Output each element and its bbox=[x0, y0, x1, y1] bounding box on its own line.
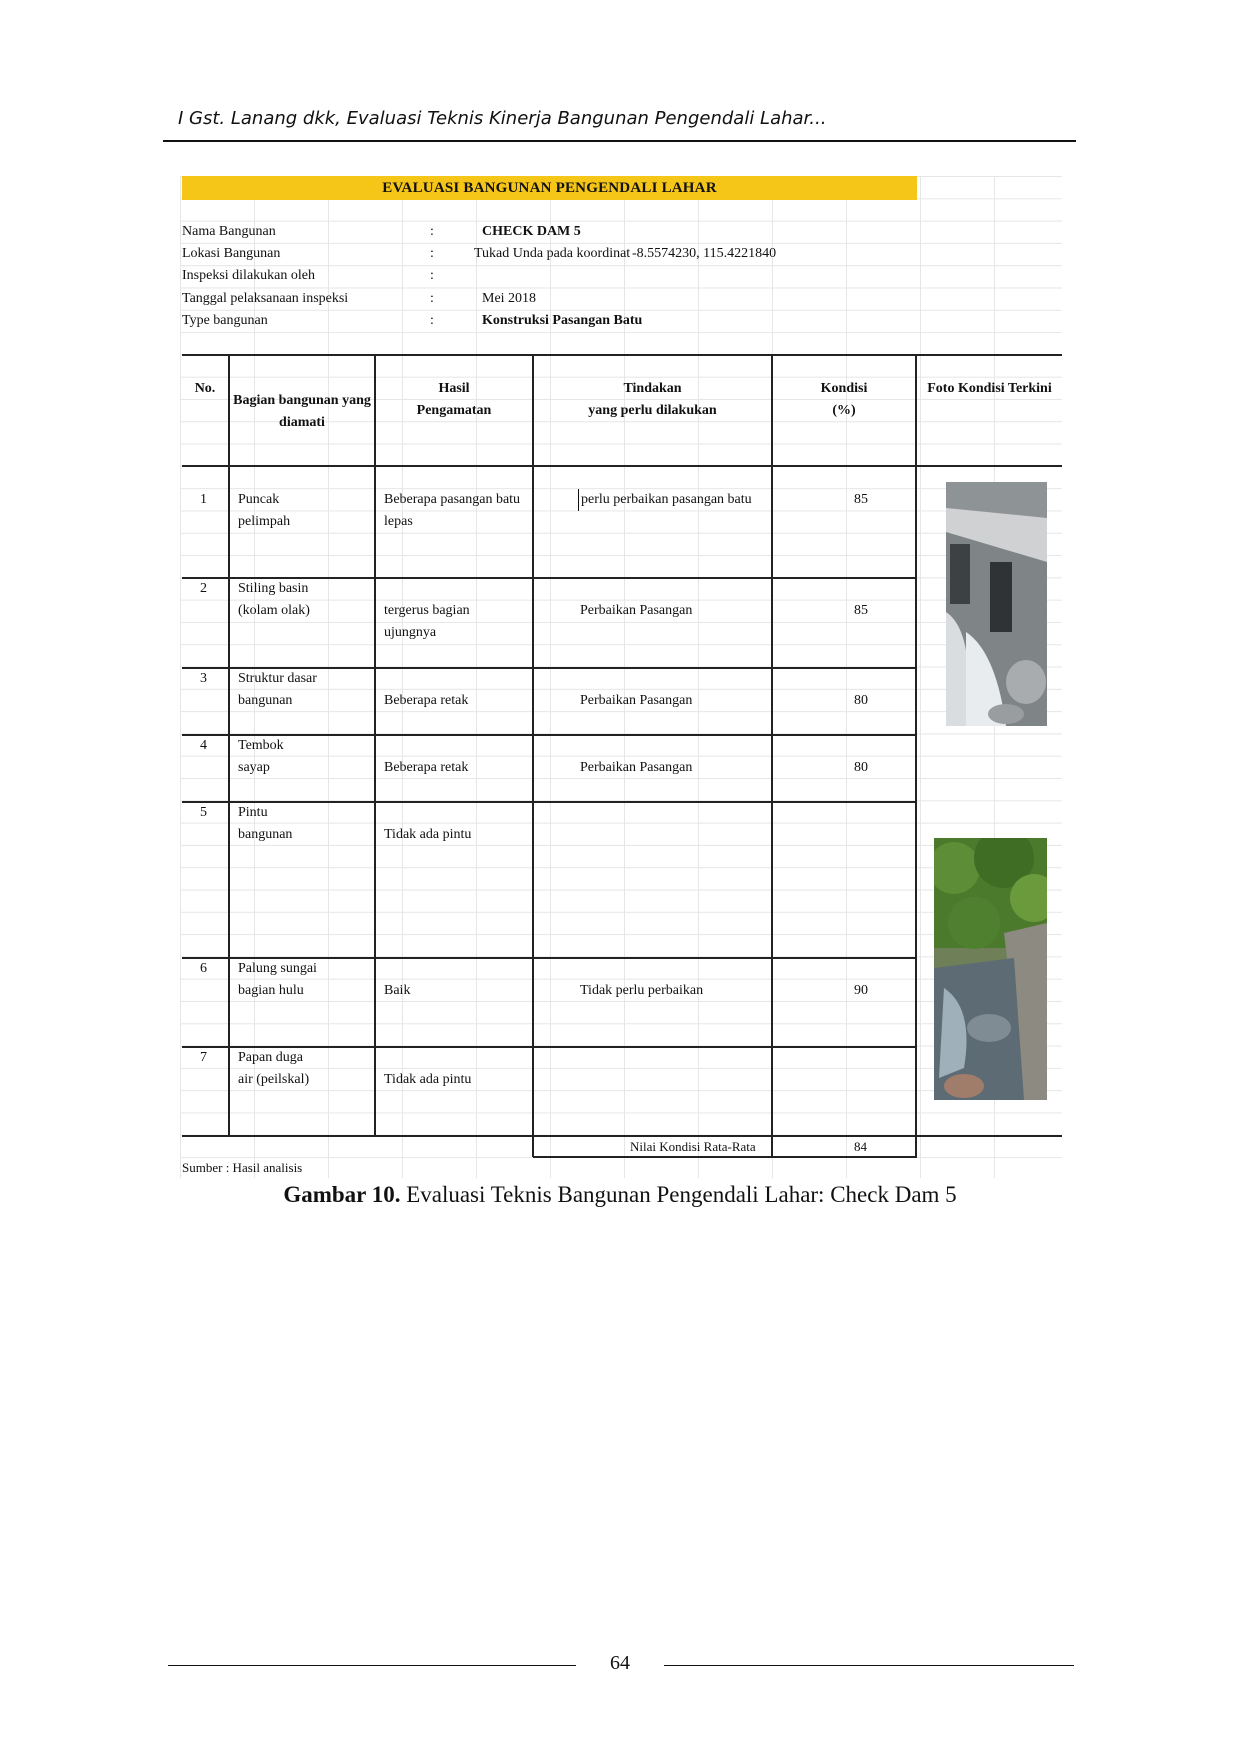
row-bagian: Palung sungai bbox=[238, 961, 317, 976]
header-no: No. bbox=[194, 381, 216, 396]
row-no: 4 bbox=[200, 738, 207, 753]
row-bagian: air (peilskal) bbox=[238, 1072, 310, 1087]
type-value: Konstruksi Pasangan Batu bbox=[482, 313, 643, 328]
row-tindakan: Perbaikan Pasangan bbox=[580, 760, 693, 775]
tanggal-label: Tanggal pelaksanaan inspeksi bbox=[182, 291, 349, 306]
row-no: 7 bbox=[200, 1050, 207, 1065]
row-hasil: lepas bbox=[384, 514, 413, 529]
row-hasil: ujungnya bbox=[384, 625, 437, 640]
lokasi-label: Lokasi Bangunan bbox=[182, 246, 281, 261]
row-tindakan: Tidak perlu perbaikan bbox=[580, 983, 704, 998]
row-no: 2 bbox=[200, 581, 207, 596]
lokasi-value: Tukad Unda pada koordinat bbox=[474, 246, 631, 261]
running-head: I Gst. Lanang dkk, Evaluasi Teknis Kinerja Bangunan Pengendali Lahar... bbox=[178, 108, 827, 129]
colon: : bbox=[430, 246, 434, 261]
row-bagian: sayap bbox=[238, 760, 270, 775]
row-tindakan: Perbaikan Pasangan bbox=[580, 603, 693, 618]
type-label: Type bangunan bbox=[182, 313, 268, 328]
row-bagian: pelimpah bbox=[238, 514, 291, 529]
row-bagian: bangunan bbox=[238, 693, 293, 708]
header-rule bbox=[163, 140, 1076, 142]
header-bagian-line2: diamati bbox=[279, 415, 325, 430]
table-bottom-rule bbox=[182, 1135, 1062, 1137]
table-top-rule bbox=[182, 354, 1062, 356]
row-bagian: Papan duga bbox=[238, 1050, 303, 1065]
row-kondisi: 85 bbox=[854, 492, 868, 507]
row-rule bbox=[182, 734, 917, 736]
row-bagian: Struktur dasar bbox=[238, 671, 317, 686]
row-kondisi: 85 bbox=[854, 603, 868, 618]
check-dam-photo-2 bbox=[934, 838, 1047, 1100]
header-tindakan-line2: yang perlu dilakukan bbox=[588, 403, 717, 418]
header-foto: Foto Kondisi Terkini bbox=[927, 381, 1052, 396]
row-hasil: Beberapa pasangan batu bbox=[384, 492, 521, 507]
row-no: 6 bbox=[200, 961, 207, 976]
header-tindakan-line1: Tindakan bbox=[623, 381, 682, 396]
row-bagian: bagian hulu bbox=[238, 983, 304, 998]
row-tindakan: perlu perbaikan pasangan batu bbox=[578, 489, 752, 511]
tanggal-value: Mei 2018 bbox=[482, 291, 537, 306]
row-no: 5 bbox=[200, 805, 207, 820]
row-bagian: Pintu bbox=[238, 805, 268, 820]
source-note: Sumber : Hasil analisis bbox=[182, 1160, 303, 1175]
colon: : bbox=[430, 268, 434, 283]
check-dam-photo-1 bbox=[946, 482, 1047, 726]
colon: : bbox=[430, 313, 434, 328]
row-bagian: (kolam olak) bbox=[238, 603, 310, 618]
row-tindakan: Perbaikan Pasangan bbox=[580, 693, 693, 708]
header-bottom-rule bbox=[182, 465, 1062, 467]
rata-rata-label: Nilai Kondisi Rata-Rata bbox=[630, 1139, 756, 1154]
row-hasil: tergerus bagian bbox=[384, 603, 470, 618]
col-rule bbox=[915, 354, 917, 1157]
header-hasil-line1: Hasil bbox=[438, 381, 470, 396]
col-rule bbox=[228, 354, 230, 1136]
header-kondisi-line2: (%) bbox=[832, 403, 856, 418]
rata-rata-value: 84 bbox=[854, 1139, 867, 1154]
col-rule bbox=[532, 354, 534, 1157]
header-bagian-line1: Bagian bangunan yang bbox=[233, 393, 371, 408]
row-hasil: Tidak ada pintu bbox=[384, 1072, 472, 1087]
caption-label: Gambar 10. bbox=[283, 1182, 401, 1207]
row-kondisi: 80 bbox=[854, 693, 868, 708]
row-rule bbox=[182, 801, 917, 803]
footer-rule-left bbox=[168, 1665, 576, 1666]
row-kondisi: 80 bbox=[854, 760, 868, 775]
row-hasil: Tidak ada pintu bbox=[384, 827, 472, 842]
figure-caption bbox=[0, 1182, 1240, 1208]
row-kondisi: 90 bbox=[854, 983, 868, 998]
col-rule bbox=[771, 354, 773, 1157]
row-hasil: Beberapa retak bbox=[384, 693, 469, 708]
row-bagian: Puncak bbox=[238, 492, 280, 507]
page-number: 64 bbox=[610, 1652, 630, 1674]
row-hasil: Beberapa retak bbox=[384, 760, 469, 775]
row-bagian: bangunan bbox=[238, 827, 293, 842]
header-hasil-line2: Pengamatan bbox=[416, 403, 492, 418]
row-hasil: Baik bbox=[384, 983, 411, 998]
colon: : bbox=[430, 224, 434, 239]
row-no: 1 bbox=[200, 492, 207, 507]
footer-rule-right bbox=[664, 1665, 1074, 1666]
row-bagian: Tembok bbox=[238, 738, 284, 753]
lokasi-coordinate: -8.5574230, 115.4221840 bbox=[632, 246, 777, 261]
nama-label: Nama Bangunan bbox=[182, 224, 276, 239]
header-kondisi-line1: Kondisi bbox=[820, 381, 868, 396]
nama-value: CHECK DAM 5 bbox=[482, 224, 581, 239]
colon: : bbox=[430, 291, 434, 306]
inspeksi-label: Inspeksi dilakukan oleh bbox=[182, 268, 315, 283]
row-bagian: Stiling basin bbox=[238, 581, 309, 596]
row-no: 3 bbox=[200, 671, 207, 686]
col-rule bbox=[374, 354, 376, 1136]
caption-text: Evaluasi Teknis Bangunan Pengendali Lahar: Check Dam 5 bbox=[400, 1182, 957, 1207]
sheet-banner: EVALUASI BANGUNAN PENGENDALI LAHAR bbox=[182, 176, 917, 200]
